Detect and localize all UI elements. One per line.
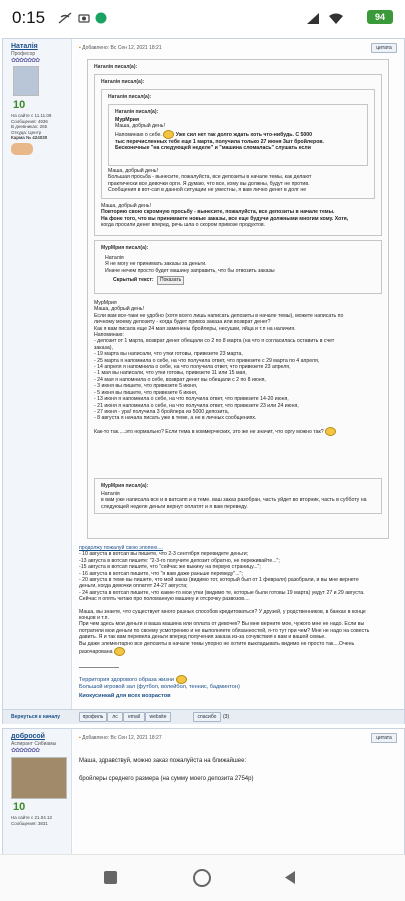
- quote-header: МурМрия писал(а):: [101, 245, 149, 251]
- recents-icon[interactable]: [104, 871, 117, 884]
- rank-stars: ✿✿✿✿✿✿✿: [11, 748, 40, 754]
- signature-link[interactable]: Территория здорового образа жизни: [79, 675, 187, 684]
- avatar: [13, 66, 39, 96]
- post-icon: ▪: [79, 735, 81, 741]
- quote-text: МурМрия Маша, добрый день! Напоминаю о себе. Уже сил нет так долго ждать хоть что-нибудь. С 5000 тыс перечисленных тебе еще 1 марта, получила только 27 июня 3шт бройлеров. Бесконечные "на следующей неделе" и "машина сломалась" слушать если: [115, 117, 324, 152]
- profile-button[interactable]: профиль: [79, 712, 107, 722]
- signature-link[interactable]: Большой игровой зал (футбол, волейбол, теннис, бадминтон): [79, 684, 240, 690]
- battery-indicator: 94: [367, 10, 393, 24]
- quote-text: Маша, добрый день! Большая просьба - вынесите, пожалуйста, все депозиты в начале темы, как делают практически все девочки орги. Я думаю, что все, кому вы должны, будут не против. Сообщения в вот-сап в данной ситуации не уместны, я вам лично денег в долг не: [108, 168, 312, 194]
- thanks-count: (3): [223, 714, 230, 720]
- quote-header: Наталія писал(а):: [115, 109, 159, 115]
- reputation-value: 10: [13, 801, 26, 813]
- post-content: [73, 729, 404, 854]
- post-body-text: продолжу пожалуй свою эпопею.... - 10 августа в вотсап вы пишете, что 2-3 сентября перевидете деньги; -13 августа в вотсап пишите: "2-3-го получите депозит обратно, не переживайте..."; -15 августа в вотсап пишите, что "сейчас же выкину на первую страницу..."; - 16 августа в вотсап пишите, что "я вам даже раньше переведу"..."; - 20 августа в теме вы пишете, что мой заказ (видимо тот, который был от 1 февраля) разобрали, и вы мне вернете деньги, когда девочки оплатят 24-27 августа; - 24 августа в вотсап пишите, что какие-то мои утки (видимо те, которые были готовы 19 марта) уедут 27 и 29 августа. Сейчас я опять читаю про поломанную машину и отсрочку развозов.... Маша, вы знаете, что существует много разных способов кредитоваться? У друзей, у родственников, в банках в конце концов и т.п. При чем здесь мои деньги и ваша машина или оплата от девочек? Вы мне верните мое, чужого мне не надо. Если вы потратили мои деньги по своему усмотрению и не выполняете обязанностей, я-то тут при чем? Мне не надо на совесть давить. Я и так вам перевела деньги вперед получения заказа из-за сочувствия к вам и вашей семье. Вы даже элементарно все депозиты в начале темы упорно не хотите выкладывать видимо не просто так....Очень разочарована: [79, 545, 370, 655]
- quote-button[interactable]: цитата: [371, 43, 397, 53]
- quote-header: Наталія писал(а):: [94, 64, 138, 70]
- author-name[interactable]: добросой: [11, 733, 45, 740]
- user-badge-image: [11, 143, 33, 155]
- quote-text: Наталія Я не могу не принимать заказы за деньги. Иначе нечем просто будет машину заправить, что бы отвозить заказы: [105, 255, 275, 274]
- quote-block-level2: [94, 240, 382, 294]
- reputation-value: 10: [13, 99, 26, 111]
- status-bar: [0, 0, 405, 36]
- avatar: [11, 757, 67, 799]
- android-navigation-bar: [0, 854, 405, 901]
- post-author-panel: [3, 729, 72, 854]
- thanks-button[interactable]: спасибо: [193, 712, 221, 722]
- home-icon[interactable]: [193, 869, 211, 887]
- post-icon: ▪: [79, 45, 81, 51]
- smiley-icon: [163, 130, 174, 139]
- hidden-text-label: Скрытый текст:: [113, 277, 154, 283]
- app-notification-icon: [95, 12, 107, 24]
- quote-header: Наталія писал(а):: [101, 79, 145, 85]
- email-button[interactable]: email: [123, 712, 145, 722]
- smiley-icon: [325, 427, 336, 436]
- quote-text: Маша, добрый день! Повторяю свою скромную просьбу - вынесите, пожалуйста, все депозиты в начале темы. На фоне того, что вы принимаете новые заказы, все еще будучи должными многим кому. Хотя, когда просили денег вперед, речь шла о скором привозе продуктов.: [101, 203, 349, 229]
- smiley-icon: [114, 647, 125, 656]
- pm-button[interactable]: лс: [107, 712, 123, 722]
- author-name[interactable]: Наталія: [11, 43, 38, 50]
- post-content: [73, 39, 404, 723]
- back-icon[interactable]: [284, 870, 296, 885]
- author-stats: На сайте с 11.11.09 Сообщения: 4936 В дневниках: 265 Откуда: Центр Карма № 424030: [11, 113, 52, 141]
- rank-stars: ✿✿✿✿✿✿✿: [11, 58, 40, 64]
- website-button[interactable]: website: [145, 712, 171, 722]
- post-header: ▪ Добавлено: Вс Сен 12, 2021 18:21: [79, 45, 162, 51]
- post-footer: [3, 709, 404, 724]
- forum-post: [2, 728, 405, 854]
- forum-page: [0, 36, 405, 854]
- author-role: Професор: [11, 51, 36, 57]
- show-spoiler-button[interactable]: Показать: [157, 276, 184, 285]
- smiley-icon: [176, 675, 187, 684]
- post-author-panel: [3, 39, 72, 723]
- forum-post: [2, 38, 405, 724]
- quote-block-level2: [94, 74, 382, 236]
- author-role: Аспирант Сибиамы: [11, 741, 57, 747]
- wifi-icon: [328, 12, 344, 25]
- post-header: ▪ Добавлено: Вс Сен 12, 2021 18:27: [79, 735, 162, 741]
- post-body-text: Маша, здравствуй, можно заказ пожалуйста на ближайшее: бройлеры среднего размера (на сумму моего депозита 2754р): [79, 758, 254, 782]
- signal-muted-icon: [58, 12, 72, 24]
- quote-block-level2: [94, 478, 382, 514]
- quote-header: МурМрия писал(а):: [101, 483, 149, 489]
- quote-block-level1: [87, 59, 389, 539]
- back-to-top-link[interactable]: Вернуться к началу: [11, 714, 61, 720]
- quote-header: Наталія писал(а):: [108, 94, 152, 100]
- quote-button[interactable]: цитата: [371, 733, 397, 743]
- quote-block-level4: [108, 104, 368, 166]
- camera-icon: [78, 12, 90, 24]
- quote-block-level3: [101, 89, 375, 199]
- quote-text: Наталія в вам уже написала все и в ватсапп и в теме. ваш заказ разобран, часть уйдет во вторник, часть в субботу на следующей неделе деньги вернут оплатят и я вам переведу.: [101, 491, 367, 510]
- cell-signal-icon: [306, 12, 320, 25]
- signature-divider: [79, 667, 119, 668]
- clock: 0:15: [12, 8, 46, 27]
- author-stats: На сайте с 21.04.12 Сообщения: 3831: [11, 815, 53, 826]
- quote-text: МурМрия Маша, добрый день! Если вам все-таки не удобно (хотя всего лишь написать депозиты в начале темы), можете написать по личному моему депозиту - когда будет привоз заказа или возврат денег? Как я вам писала еще 24 мая заменены бройлеры, несушки, яйца и т.п на наличия. Напоминаю: - депозит от 1 марта, возврат денег обещали со 2 по 8 марта (на что я согласилась оставить в счет заказа), - 19 марта вы написали, что утки готовы, привезете 23 марта, - 25 марта я напомнила о себе, на что получила ответ, что привезете с 29 марта по 4 апреля, - 14 апреля я напомнила о себе, на что получила ответ, что привезете 23 апреля, - 1 мая вы написали, что утки готовы, привезете 11 или 15 мая, - 24 мая я напомнила о себе, возврат денег вы обещали с 2 по 8 июня, - 3 июня вы пишете, что привезете 5 июня, - 5 июня вы пишете, что привезете 6 июня, - 13 июня я напомнила о себе, на что получила ответ, что привезете 14-20 июня, - 21 июня я напомнила о себе, на что получила ответ, что привезете 23 или 24 июня, - 27 июня - ура! получила 3 бройлера из 5000 депозита, - 8 августа я начала писать уже в теме, а не в личных сообщениях. Как-то так.....это нормально? Если тема в коммерческих, это же не значит, что оргу можно так?: [94, 300, 344, 435]
- signature-link[interactable]: Киокусинкай для всех возрастов: [79, 693, 171, 699]
